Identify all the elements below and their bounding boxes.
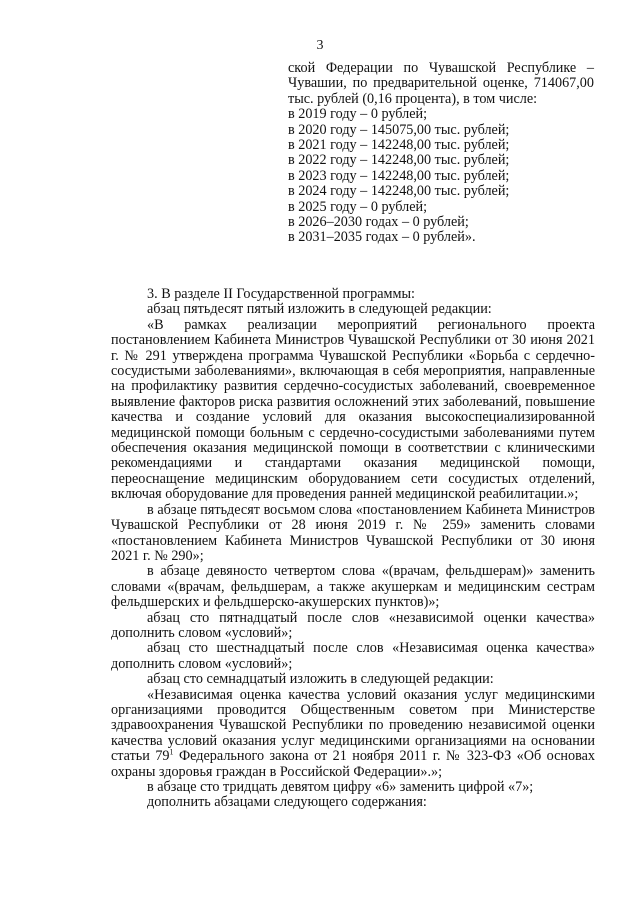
paragraph: абзац сто шестнадцатый после слов «Независимая оценка качества» дополнить словом «условий»; — [111, 640, 595, 672]
paragraph: абзац сто пятнадцатый после слов «независимой оценки качества» дополнить словом «условий»; — [111, 609, 595, 641]
funding-year-line: в 2025 году – 0 рублей; — [288, 198, 428, 215]
funding-year-line: в 2026–2030 годах – 0 рублей; — [288, 214, 469, 231]
section-heading: 3. В разделе II Государственной программы: — [147, 286, 415, 302]
funding-year-line: в 2021 году – 142248,00 тыс. рублей; — [288, 137, 510, 154]
quote-text: «Независимая оценка качества условий оказания услуг медицинскими организациями проводится Общественным советом при Министерстве здравоохранения Чувашской Республики по проведению независимой оценки качества условий оказания услуг медицинскими организациями на основании статьи 79 — [111, 686, 595, 765]
document-body — [111, 287, 595, 811]
paragraph: абзац пятьдесят пятый изложить в следующей редакции: — [147, 301, 492, 318]
funding-year-line: в 2031–2035 годах – 0 рублей». — [288, 229, 476, 246]
funding-year-line: в 2022 году – 142248,00 тыс. рублей; — [288, 152, 510, 169]
paragraph: в абзаце девяносто четвертом слова «(врачам, фельдшерам)» заменить словами «(врачам, фельдшерам, а также акушеркам и медицинским сестрам фельдшерских и фельдшерско-акушерских пунктов)»; — [111, 563, 595, 611]
paragraph: дополнить абзацами следующего содержания: — [147, 794, 427, 811]
article-superscript: 1 — [169, 747, 174, 757]
funding-column — [288, 61, 594, 246]
funding-intro: ской Федерации по Чувашской Республике – Чувашии, по предварительной оценке, 714067,00 тыс. рублей (0,16 процента), в том числе: — [288, 60, 594, 107]
quoted-paragraph: «В рамках реализации мероприятий регионального проекта постановлением Кабинета Министров Чувашской Республики от 30 июня 2021 г. № 291 утверждена программа Чувашской Республики «Борьба с сердечно-сосудистыми заболеваниями», включающая в себя мероприятия, направленные на профилактику развития сердечно-сосудистых заболеваний, своевременное выявление факторов риска развития осложнений этих заболеваний, повышение качества и создание условий для оказания высокоспециализированной медицинской помощи больным с сердечно-сосудистыми заболеваниями путем обеспечения оказания медицинской помощи в соответствии с клиническими рекомендациями и стандартами оказания медицинской помощи, переоснащение медицинским оборудованием сети сосудистых отделений, включая оборудование для проведения ранней медицинской реабилитации.»; — [111, 316, 595, 503]
paragraph: абзац сто семнадцатый изложить в следующей редакции: — [147, 671, 494, 688]
quote-text-end: Федерального закона от 21 ноября 2011 г. № 323-ФЗ «Об основах охраны здоровья граждан в Российской Федерации».»; — [111, 748, 596, 780]
quoted-paragraph — [111, 688, 595, 780]
paragraph: в абзаце пятьдесят восьмом слова «постановлением Кабинета Министров Чувашской Республики от 28 июня 2019 г. № 259» заменить словами «постановлением Кабинета Министров Чувашской Республики от 30 июня 2021 г. № 290»; — [111, 501, 595, 564]
funding-year-list — [288, 107, 594, 246]
paragraph: в абзаце сто тридцать девятом цифру «6» заменить цифрой «7»; — [147, 779, 534, 795]
funding-year-line: в 2023 году – 142248,00 тыс. рублей; — [288, 167, 510, 184]
page-number: 3 — [316, 38, 324, 53]
funding-year-line: в 2019 году – 0 рублей; — [288, 106, 428, 123]
funding-year-line: в 2020 году – 145075,00 тыс. рублей; — [288, 121, 510, 138]
funding-year-line: в 2024 году – 142248,00 тыс. рублей; — [288, 183, 510, 200]
